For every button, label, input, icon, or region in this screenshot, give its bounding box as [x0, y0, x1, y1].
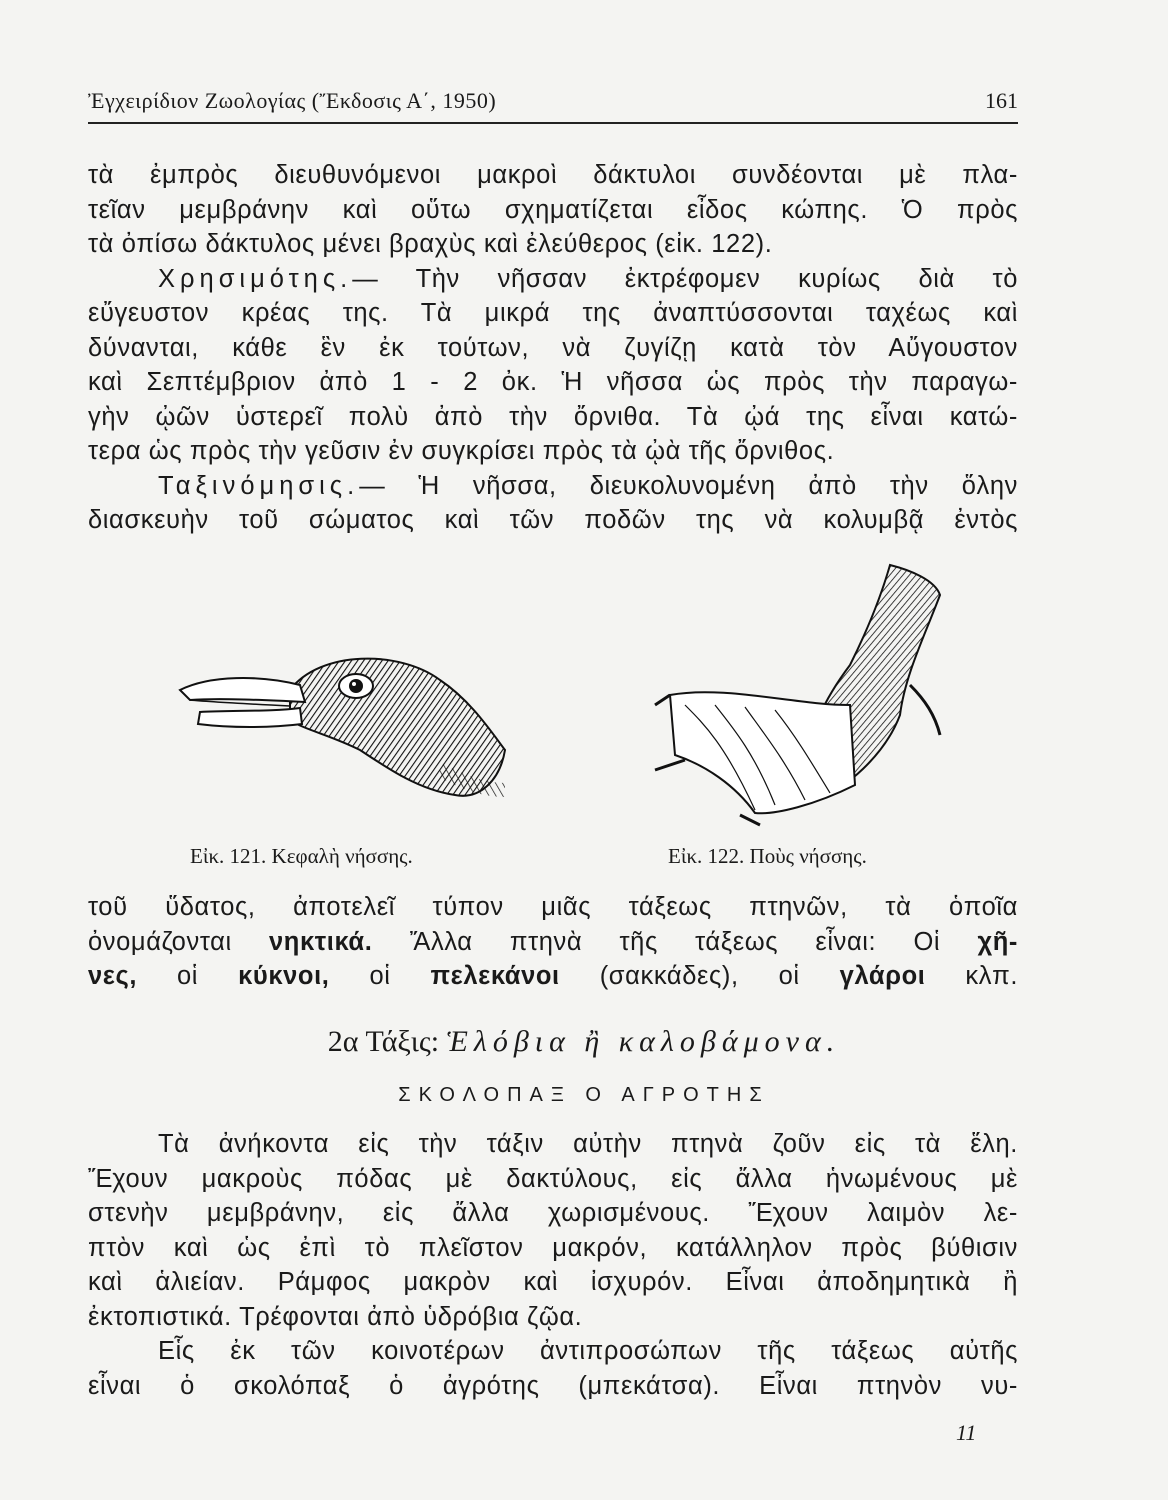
term-chines: χῆ-: [977, 927, 1019, 956]
text-line: εἶναι ὁ σκολόπαξ ὁ ἀγρότης (μπεκάτσα). Εἶναι πτηνὸν νυ-: [88, 1371, 1018, 1400]
duck-head-illustration: [170, 640, 520, 810]
text-line: εὔγευστον κρέας της. Τὰ μικρά της ἀναπτύσσονται ταχέως καὶ: [88, 299, 1018, 327]
text-fragment: Ἄλλα πτηνὰ τῆς τάξεως εἶναι: Οἱ: [372, 927, 978, 956]
section-heading: [0, 1025, 1168, 1059]
running-header: [88, 88, 1018, 124]
term-pelekanoi: πελεκάνοι: [430, 962, 560, 990]
text-fragment: — Τὴν νῆσσαν ἐκτρέφομεν κυρίως διὰ τὸ: [352, 264, 1018, 293]
text-fragment: οἱ: [329, 962, 431, 990]
term-nektika: νηκτικά.: [269, 927, 373, 956]
text-line: Ἔχουν μακροὺς πόδας μὲ δακτύλους, εἰς ἄλλα ἡνωμένους μὲ: [88, 1164, 1018, 1193]
text-fragment: ὀνομάζονται: [88, 927, 269, 956]
species-heading: ΣΚΟΛΟΠΑΞ Ο ΑΓΡΟΤΗΣ: [398, 1084, 770, 1106]
text-line: γὴν ᾠῶν ὑστερεῖ πολὺ ἀπὸ τὴν ὄρνιθα. Τὰ ᾠά της εἶναι κατώ-: [88, 402, 1018, 431]
text-fragment: οἱ: [137, 962, 239, 990]
text-line: [88, 959, 1018, 994]
text-line: Εἷς ἐκ τῶν κοινοτέρων ἀντιπροσώπων τῆς τάξεως αὐτῆς: [158, 1337, 1018, 1365]
text-line: [88, 925, 1018, 960]
usefulness-heading-line: [88, 262, 1018, 297]
usefulness-heading: Χρησιμότης.: [158, 264, 353, 293]
text-block-top: [88, 158, 1018, 538]
classification-heading-line: [88, 469, 1018, 504]
text-line: καὶ ἁλιείαν. Ράμφος μακρὸν καὶ ἰσχυρόν. Εἶναι ἀποδημητικὰ ἢ: [88, 1268, 1018, 1296]
text-fragment: (σακκάδες), οἱ: [559, 962, 840, 990]
section-name: Ἑλόβια ἢ καλοβάμονα.: [446, 1025, 841, 1058]
text-line: τὰ ἐμπρὸς διευθυνόμενοι μακροὶ δάκτυλοι συνδέονται μὲ πλα-: [88, 161, 1018, 189]
text-line: τερα ὡς πρὸς τὴν γεῦσιν ἐν συγκρίσει πρὸς τὰ ᾠὰ τῆς ὄρνιθος.: [88, 437, 835, 465]
term-glaroi: γλάροι: [839, 962, 926, 990]
duck-foot-illustration: [645, 555, 955, 840]
text-line: δύνανται, κάθε ἓν ἐκ τούτων, νὰ ζυγίζῃ κατὰ τὸν Αὔγουστον: [88, 333, 1018, 362]
text-line: πτὸν καὶ ὡς ἐπὶ τὸ πλεῖστον μακρόν, κατάλληλον πρὸς βύθισιν: [88, 1233, 1018, 1262]
text-line: Τὰ ἀνήκοντα εἰς τὴν τάξιν αὐτὴν πτηνὰ ζοῦν εἰς τὰ ἕλη.: [158, 1130, 1018, 1158]
term-chines-end: νες,: [88, 962, 138, 990]
text-line: τὰ ὀπίσω δάκτυλος μένει βραχὺς καὶ ἐλεύθερος (εἰκ. 122).: [88, 230, 773, 258]
book-title: Ἐγχειρίδιον Ζωολογίας (Ἔκδοσις Α΄, 1950): [88, 88, 497, 113]
text-line: ἐκτοπιστικά. Τρέφονται ἀπὸ ὑδρόβια ζῷα.: [88, 1302, 583, 1331]
section-prefix: 2α Τάξις:: [327, 1025, 440, 1058]
text-block-middle: [88, 890, 1018, 994]
text-fragment: — Ἡ νῆσσα, διευκολυνομένη ἀπὸ τὴν ὅλην: [359, 471, 1018, 500]
page-number: 161: [985, 88, 1018, 113]
text-line: στενὴν μεμβράνην, εἰς ἄλλα χωρισμένους. Ἔχουν λαιμὸν λε-: [88, 1199, 1018, 1227]
text-line: διασκευὴν τοῦ σώματος καὶ τῶν ποδῶν της νὰ κολυμβᾷ ἐντὸς: [88, 506, 1018, 534]
text-line: καὶ Σεπτέμβριον ἀπὸ 1 - 2 ὀκ. Ἡ νῆσσα ὡς πρὸς τὴν παραγω-: [88, 368, 1018, 396]
figure-122-caption: Εἰκ. 122. Ποὺς νήσσης.: [668, 844, 867, 868]
text-line: τοῦ ὕδατος, ἀποτελεῖ τύπον μιᾶς τάξεως πτηνῶν, τὰ ὁποῖα: [88, 893, 1018, 921]
text-block-bottom: [88, 1127, 1018, 1403]
figure-121-caption: Εἰκ. 121. Κεφαλὴ νήσσης.: [190, 844, 413, 868]
text-fragment: κλπ.: [925, 962, 1019, 990]
signature-mark: 11: [956, 1420, 977, 1445]
text-line: τεῖαν μεμβράνην καὶ οὕτω σχηματίζεται εἶδος κώπης. Ὁ πρὸς: [88, 195, 1018, 224]
classification-heading: Ταξινόμησις.: [158, 471, 360, 500]
term-kyknoi: κύκνοι,: [238, 962, 330, 990]
